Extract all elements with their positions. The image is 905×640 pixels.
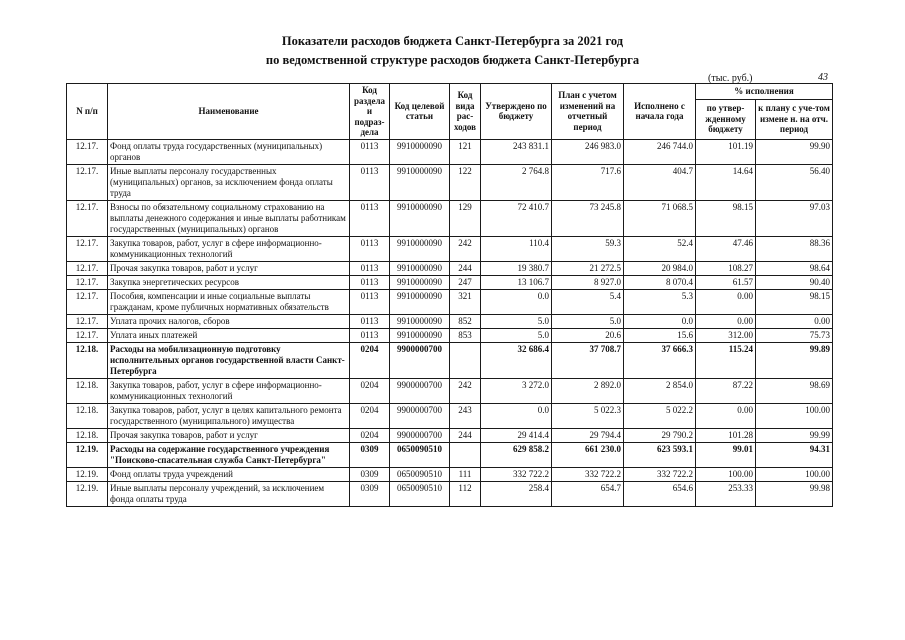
row-pct-plan: 94.31 — [756, 442, 833, 467]
row-approved: 5.0 — [481, 328, 552, 342]
row-name: Пособия, компенсации и иные социальные выплаты гражданам, кроме публичных нормативных обязательств — [108, 289, 350, 314]
row-num: 12.19. — [67, 481, 108, 506]
row-name: Иные выплаты персоналу государственных (муниципальных) органов, за исключением фонда оплаты труда — [108, 164, 350, 200]
row-kind-code: 853 — [450, 328, 481, 342]
row-plan: 29 794.4 — [552, 428, 624, 442]
row-executed: 37 666.3 — [624, 342, 696, 378]
row-section-code: 0113 — [350, 261, 390, 275]
row-kind-code: 247 — [450, 275, 481, 289]
row-num: 12.17. — [67, 164, 108, 200]
row-executed: 654.6 — [624, 481, 696, 506]
row-pct-plan: 75.73 — [756, 328, 833, 342]
row-executed: 2 854.0 — [624, 378, 696, 403]
row-target-code: 9910000090 — [390, 275, 450, 289]
row-approved: 13 106.7 — [481, 275, 552, 289]
row-num: 12.18. — [67, 378, 108, 403]
row-name: Фонд оплаты труда учреждений — [108, 467, 350, 481]
row-approved: 0.0 — [481, 289, 552, 314]
row-pct-plan: 90.40 — [756, 275, 833, 289]
row-pct-plan: 98.15 — [756, 289, 833, 314]
row-pct-approved: 253.33 — [696, 481, 756, 506]
row-section-code: 0204 — [350, 378, 390, 403]
row-pct-approved: 108.27 — [696, 261, 756, 275]
row-plan: 5.4 — [552, 289, 624, 314]
row-num: 12.17. — [67, 200, 108, 236]
row-section-code: 0113 — [350, 328, 390, 342]
row-plan: 654.7 — [552, 481, 624, 506]
row-pct-approved: 100.00 — [696, 467, 756, 481]
header-pct-approved: по утвер-жденному бюджету — [696, 99, 756, 139]
row-kind-code: 852 — [450, 314, 481, 328]
row-num: 12.17. — [67, 275, 108, 289]
row-executed: 8 070.4 — [624, 275, 696, 289]
row-pct-plan: 0.00 — [756, 314, 833, 328]
row-kind-code: 112 — [450, 481, 481, 506]
row-plan: 717.6 — [552, 164, 624, 200]
table-row — [67, 164, 833, 200]
row-kind-code: 121 — [450, 139, 481, 164]
row-section-code: 0204 — [350, 403, 390, 428]
row-approved: 72 410.7 — [481, 200, 552, 236]
header-kind: Код вида рас-ходов — [450, 84, 481, 140]
row-executed: 623 593.1 — [624, 442, 696, 467]
row-num: 12.18. — [67, 428, 108, 442]
row-section-code: 0204 — [350, 342, 390, 378]
row-executed: 20 984.0 — [624, 261, 696, 275]
row-executed: 29 790.2 — [624, 428, 696, 442]
row-section-code: 0113 — [350, 139, 390, 164]
row-section-code: 0113 — [350, 200, 390, 236]
row-name: Прочая закупка товаров, работ и услуг — [108, 261, 350, 275]
row-target-code: 0650090510 — [390, 442, 450, 467]
row-name: Иные выплаты персоналу учреждений, за исключением фонда оплаты труда — [108, 481, 350, 506]
table-header-row — [67, 84, 833, 100]
row-plan: 20.6 — [552, 328, 624, 342]
row-plan: 73 245.8 — [552, 200, 624, 236]
header-name: Наименование — [108, 84, 350, 140]
row-pct-approved: 0.00 — [696, 403, 756, 428]
row-num: 12.18. — [67, 342, 108, 378]
row-target-code: 9900000700 — [390, 403, 450, 428]
row-executed: 332 722.2 — [624, 467, 696, 481]
header-percent-group: % исполнения — [696, 84, 833, 100]
row-approved: 332 722.2 — [481, 467, 552, 481]
row-approved: 629 858.2 — [481, 442, 552, 467]
row-executed: 5.3 — [624, 289, 696, 314]
row-num: 12.17. — [67, 289, 108, 314]
units-label: (тыс. руб.) — [708, 73, 753, 84]
row-name: Прочая закупка товаров, работ и услуг — [108, 428, 350, 442]
row-kind-code: 321 — [450, 289, 481, 314]
row-target-code: 9910000090 — [390, 200, 450, 236]
row-pct-approved: 0.00 — [696, 314, 756, 328]
row-num: 12.17. — [67, 139, 108, 164]
row-kind-code: 242 — [450, 236, 481, 261]
row-pct-plan: 99.99 — [756, 428, 833, 442]
row-pct-approved: 101.28 — [696, 428, 756, 442]
row-section-code: 0204 — [350, 428, 390, 442]
page-title-line-1: Показатели расходов бюджета Санкт-Петербурга за 2021 год — [281, 34, 624, 48]
row-plan: 332 722.2 — [552, 467, 624, 481]
row-pct-approved: 98.15 — [696, 200, 756, 236]
row-pct-approved: 312.00 — [696, 328, 756, 342]
row-kind-code: 244 — [450, 261, 481, 275]
row-kind-code — [450, 442, 481, 467]
row-pct-approved: 0.00 — [696, 289, 756, 314]
row-pct-plan: 100.00 — [756, 467, 833, 481]
row-target-code: 9910000090 — [390, 314, 450, 328]
row-section-code: 0309 — [350, 442, 390, 467]
table-row — [67, 467, 833, 481]
row-approved: 0.0 — [481, 403, 552, 428]
row-executed: 246 744.0 — [624, 139, 696, 164]
row-target-code: 0650090510 — [390, 481, 450, 506]
row-approved: 258.4 — [481, 481, 552, 506]
row-name: Закупка товаров, работ, услуг в сфере информационно-коммуникационных технологий — [108, 236, 350, 261]
row-pct-plan: 99.98 — [756, 481, 833, 506]
row-section-code: 0309 — [350, 481, 390, 506]
row-target-code: 9910000090 — [390, 261, 450, 275]
header-section: Код раздела и подраз-дела — [350, 84, 390, 140]
row-plan: 37 708.7 — [552, 342, 624, 378]
page-number: 43 — [818, 72, 828, 83]
row-plan: 5 022.3 — [552, 403, 624, 428]
row-pct-approved: 14.64 — [696, 164, 756, 200]
row-executed: 5 022.2 — [624, 403, 696, 428]
table-row — [67, 378, 833, 403]
header-num: N п/п — [67, 84, 108, 140]
header-plan: План с учетом изменений на отчетный период — [552, 84, 624, 140]
table-row — [67, 403, 833, 428]
row-target-code: 9900000700 — [390, 428, 450, 442]
table-row — [67, 261, 833, 275]
row-num: 12.17. — [67, 314, 108, 328]
row-kind-code: 129 — [450, 200, 481, 236]
row-section-code: 0113 — [350, 164, 390, 200]
row-approved: 3 272.0 — [481, 378, 552, 403]
row-pct-plan: 100.00 — [756, 403, 833, 428]
row-plan: 59.3 — [552, 236, 624, 261]
row-executed: 404.7 — [624, 164, 696, 200]
row-target-code: 9900000700 — [390, 342, 450, 378]
row-target-code: 9910000090 — [390, 164, 450, 200]
row-name: Расходы на содержание государственного учреждения "Поисково-спасательная служба Санкт-Петербурга" — [108, 442, 350, 467]
row-name: Расходы на мобилизационную подготовку исполнительных органов государственной власти Санкт-Петербурга — [108, 342, 350, 378]
table-row — [67, 275, 833, 289]
row-section-code: 0113 — [350, 289, 390, 314]
row-name: Взносы по обязательному социальному страхованию на выплаты денежного содержания и иные выплаты работникам государственных (муниципальных) органов — [108, 200, 350, 236]
budget-table — [66, 83, 833, 507]
row-approved: 32 686.4 — [481, 342, 552, 378]
table-row — [67, 328, 833, 342]
row-kind-code: 122 — [450, 164, 481, 200]
row-executed: 52.4 — [624, 236, 696, 261]
row-executed: 71 068.5 — [624, 200, 696, 236]
row-num: 12.17. — [67, 261, 108, 275]
row-executed: 0.0 — [624, 314, 696, 328]
row-pct-plan: 98.69 — [756, 378, 833, 403]
header-target: Код целевой статьи — [390, 84, 450, 140]
row-approved: 19 380.7 — [481, 261, 552, 275]
row-approved: 2 764.8 — [481, 164, 552, 200]
row-pct-approved: 99.01 — [696, 442, 756, 467]
row-pct-approved: 47.46 — [696, 236, 756, 261]
row-name: Уплата иных платежей — [108, 328, 350, 342]
header-executed: Исполнено с начала года — [624, 84, 696, 140]
row-name: Уплата прочих налогов, сборов — [108, 314, 350, 328]
row-num: 12.19. — [67, 442, 108, 467]
row-name: Фонд оплаты труда государственных (муниципальных) органов — [108, 139, 350, 164]
row-target-code: 9910000090 — [390, 139, 450, 164]
row-num: 12.17. — [67, 328, 108, 342]
row-name: Закупка товаров, работ, услуг в целях капитального ремонта государственного (муниципального) имущества — [108, 403, 350, 428]
row-plan: 2 892.0 — [552, 378, 624, 403]
row-plan: 246 983.0 — [552, 139, 624, 164]
row-target-code: 9910000090 — [390, 236, 450, 261]
row-pct-plan: 99.89 — [756, 342, 833, 378]
row-plan: 8 927.0 — [552, 275, 624, 289]
table-row — [67, 314, 833, 328]
row-executed: 15.6 — [624, 328, 696, 342]
header-pct-plan: к плану с уче-том измене н. на отч. период — [756, 99, 833, 139]
row-kind-code: 243 — [450, 403, 481, 428]
table-body — [67, 139, 833, 506]
row-pct-plan: 88.36 — [756, 236, 833, 261]
table-row — [67, 342, 833, 378]
row-target-code: 0650090510 — [390, 467, 450, 481]
table-row — [67, 236, 833, 261]
row-target-code: 9900000700 — [390, 378, 450, 403]
row-kind-code: 111 — [450, 467, 481, 481]
row-pct-plan: 56.40 — [756, 164, 833, 200]
row-pct-approved: 115.24 — [696, 342, 756, 378]
page-title-line-2: по ведомственной структуре расходов бюджета Санкт-Петербурга — [265, 53, 640, 67]
row-section-code: 0309 — [350, 467, 390, 481]
row-kind-code: 242 — [450, 378, 481, 403]
row-num: 12.17. — [67, 236, 108, 261]
row-pct-approved: 61.57 — [696, 275, 756, 289]
row-plan: 21 272.5 — [552, 261, 624, 275]
row-pct-plan: 99.90 — [756, 139, 833, 164]
table-row — [67, 481, 833, 506]
row-pct-plan: 97.03 — [756, 200, 833, 236]
row-name: Закупка товаров, работ, услуг в сфере информационно-коммуникационных технологий — [108, 378, 350, 403]
row-section-code: 0113 — [350, 236, 390, 261]
row-approved: 243 831.1 — [481, 139, 552, 164]
row-num: 12.19. — [67, 467, 108, 481]
row-section-code: 0113 — [350, 314, 390, 328]
row-pct-approved: 87.22 — [696, 378, 756, 403]
row-pct-approved: 101.19 — [696, 139, 756, 164]
table-row — [67, 428, 833, 442]
table-row — [67, 289, 833, 314]
row-pct-plan: 98.64 — [756, 261, 833, 275]
row-kind-code: 244 — [450, 428, 481, 442]
row-approved: 29 414.4 — [481, 428, 552, 442]
row-num: 12.18. — [67, 403, 108, 428]
row-plan: 5.0 — [552, 314, 624, 328]
row-approved: 5.0 — [481, 314, 552, 328]
row-target-code: 9910000090 — [390, 289, 450, 314]
table-row — [67, 139, 833, 164]
row-section-code: 0113 — [350, 275, 390, 289]
table-row — [67, 442, 833, 467]
header-approved: Утверждено по бюджету — [481, 84, 552, 140]
table-row — [67, 200, 833, 236]
row-plan: 661 230.0 — [552, 442, 624, 467]
row-approved: 110.4 — [481, 236, 552, 261]
row-kind-code — [450, 342, 481, 378]
row-target-code: 9910000090 — [390, 328, 450, 342]
row-name: Закупка энергетических ресурсов — [108, 275, 350, 289]
